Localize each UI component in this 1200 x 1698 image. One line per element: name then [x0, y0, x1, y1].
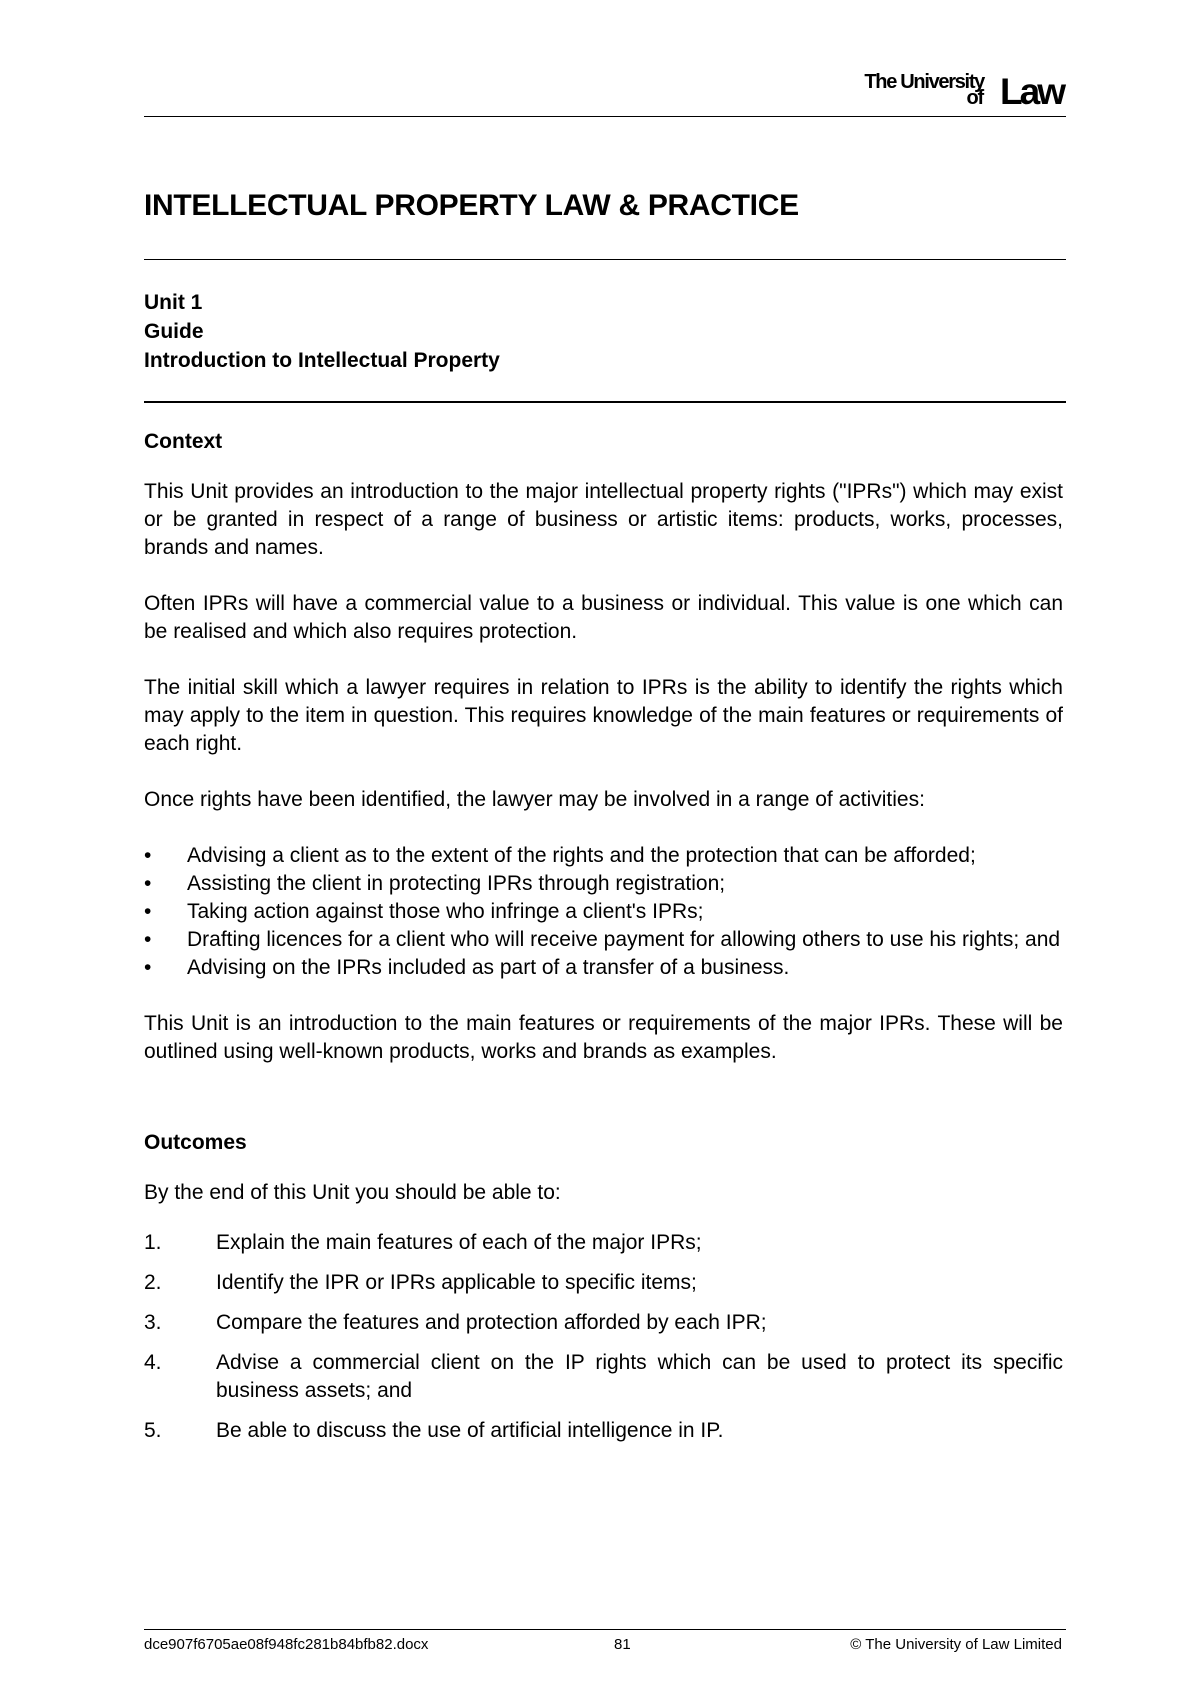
- outcome-number: 1.: [144, 1231, 162, 1254]
- outcomes-heading: Outcomes: [144, 1131, 247, 1154]
- bullet-icon: •: [144, 872, 152, 895]
- footer-divider: [144, 1629, 1066, 1630]
- outcome-item: [144, 1417, 1063, 1445]
- outcome-text: Be able to discuss the use of artificial intelligence in IP.: [216, 1419, 724, 1442]
- unit-number: Unit 1: [144, 291, 203, 314]
- unit-name: Introduction to Intellectual Property: [144, 349, 500, 372]
- header-divider: [144, 116, 1066, 117]
- document-body: [144, 428, 1063, 1457]
- outcome-number: 5.: [144, 1419, 162, 1442]
- footer-filename: dce907f6705ae08f948fc281b84bfb82.docx: [144, 1636, 429, 1653]
- context-paragraph-2: Often IPRs will have a commercial value to a business or individual. This value is one which can be realised and which also requires protection.: [144, 592, 1063, 643]
- list-item: [144, 926, 1063, 954]
- outcome-number: 4.: [144, 1351, 162, 1374]
- university-logo: [853, 70, 1063, 110]
- page-footer: [144, 1636, 1066, 1656]
- context-paragraph-4: Once rights have been identified, the lawyer may be involved in a range of activities:: [144, 788, 925, 811]
- list-item: [144, 870, 1063, 898]
- context-heading: Context: [144, 430, 223, 453]
- outcome-number: 2.: [144, 1271, 162, 1294]
- list-item: [144, 954, 1063, 982]
- bullet-icon: •: [144, 956, 152, 979]
- list-item-text: Drafting licences for a client who will receive payment for allowing others to use his rights; and: [187, 928, 1061, 951]
- list-item-text: Taking action against those who infringe a client's IPRs;: [187, 900, 704, 923]
- outcome-text: Explain the main features of each of the major IPRs;: [216, 1231, 702, 1254]
- logo-text-law: Law: [1000, 71, 1063, 112]
- outcome-text: Identify the IPR or IPRs applicable to specific items;: [216, 1271, 697, 1294]
- outcome-text: Advise a commercial client on the IP rights which can be used to protect its specific business assets; and: [216, 1351, 1063, 1402]
- footer-page-number: 81: [614, 1636, 631, 1653]
- unit-divider: [144, 401, 1066, 403]
- footer-copyright: © The University of Law Limited: [850, 1636, 1062, 1653]
- context-paragraph-1: This Unit provides an introduction to the major intellectual property rights ("IPRs") which may exist or be granted in respect of a range of business or artistic items: products, works, processes, brands and names.: [144, 480, 1063, 559]
- bullet-icon: •: [144, 844, 152, 867]
- activities-list: [144, 842, 1063, 982]
- unit-info: [144, 288, 500, 375]
- outcomes-list: [144, 1229, 1063, 1445]
- outcomes-intro: By the end of this Unit you should be able to:: [144, 1181, 561, 1204]
- document-title: INTELLECTUAL PROPERTY LAW & PRACTICE: [144, 189, 799, 222]
- outcome-item: [144, 1229, 1063, 1257]
- outcome-text: Compare the features and protection afforded by each IPR;: [216, 1311, 767, 1334]
- outcome-item: [144, 1269, 1063, 1297]
- outcome-number: 3.: [144, 1311, 162, 1334]
- outcome-item: [144, 1309, 1063, 1337]
- logo-text-the-university: The University: [864, 71, 984, 93]
- bullet-icon: •: [144, 928, 152, 951]
- context-paragraph-5: This Unit is an introduction to the main features or requirements of the major IPRs. These will be outlined using well-known products, works and brands as examples.: [144, 1012, 1063, 1063]
- section-spacer: [144, 1094, 1063, 1129]
- context-paragraph-3: The initial skill which a lawyer requires in relation to IPRs is the ability to identify the rights which may apply to the item in question. This requires knowledge of the main features or requirements of each right.: [144, 676, 1063, 755]
- unit-type: Guide: [144, 320, 204, 343]
- outcome-item: [144, 1349, 1063, 1405]
- list-item-text: Advising on the IPRs included as part of a transfer of a business.: [187, 956, 790, 979]
- list-item: [144, 842, 1063, 870]
- list-item: [144, 898, 1063, 926]
- list-item-text: Advising a client as to the extent of the rights and the protection that can be afforded;: [187, 844, 976, 867]
- list-item-text: Assisting the client in protecting IPRs through registration;: [187, 872, 726, 895]
- logo-text-of: of: [966, 87, 983, 109]
- bullet-icon: •: [144, 900, 152, 923]
- title-divider: [144, 259, 1066, 260]
